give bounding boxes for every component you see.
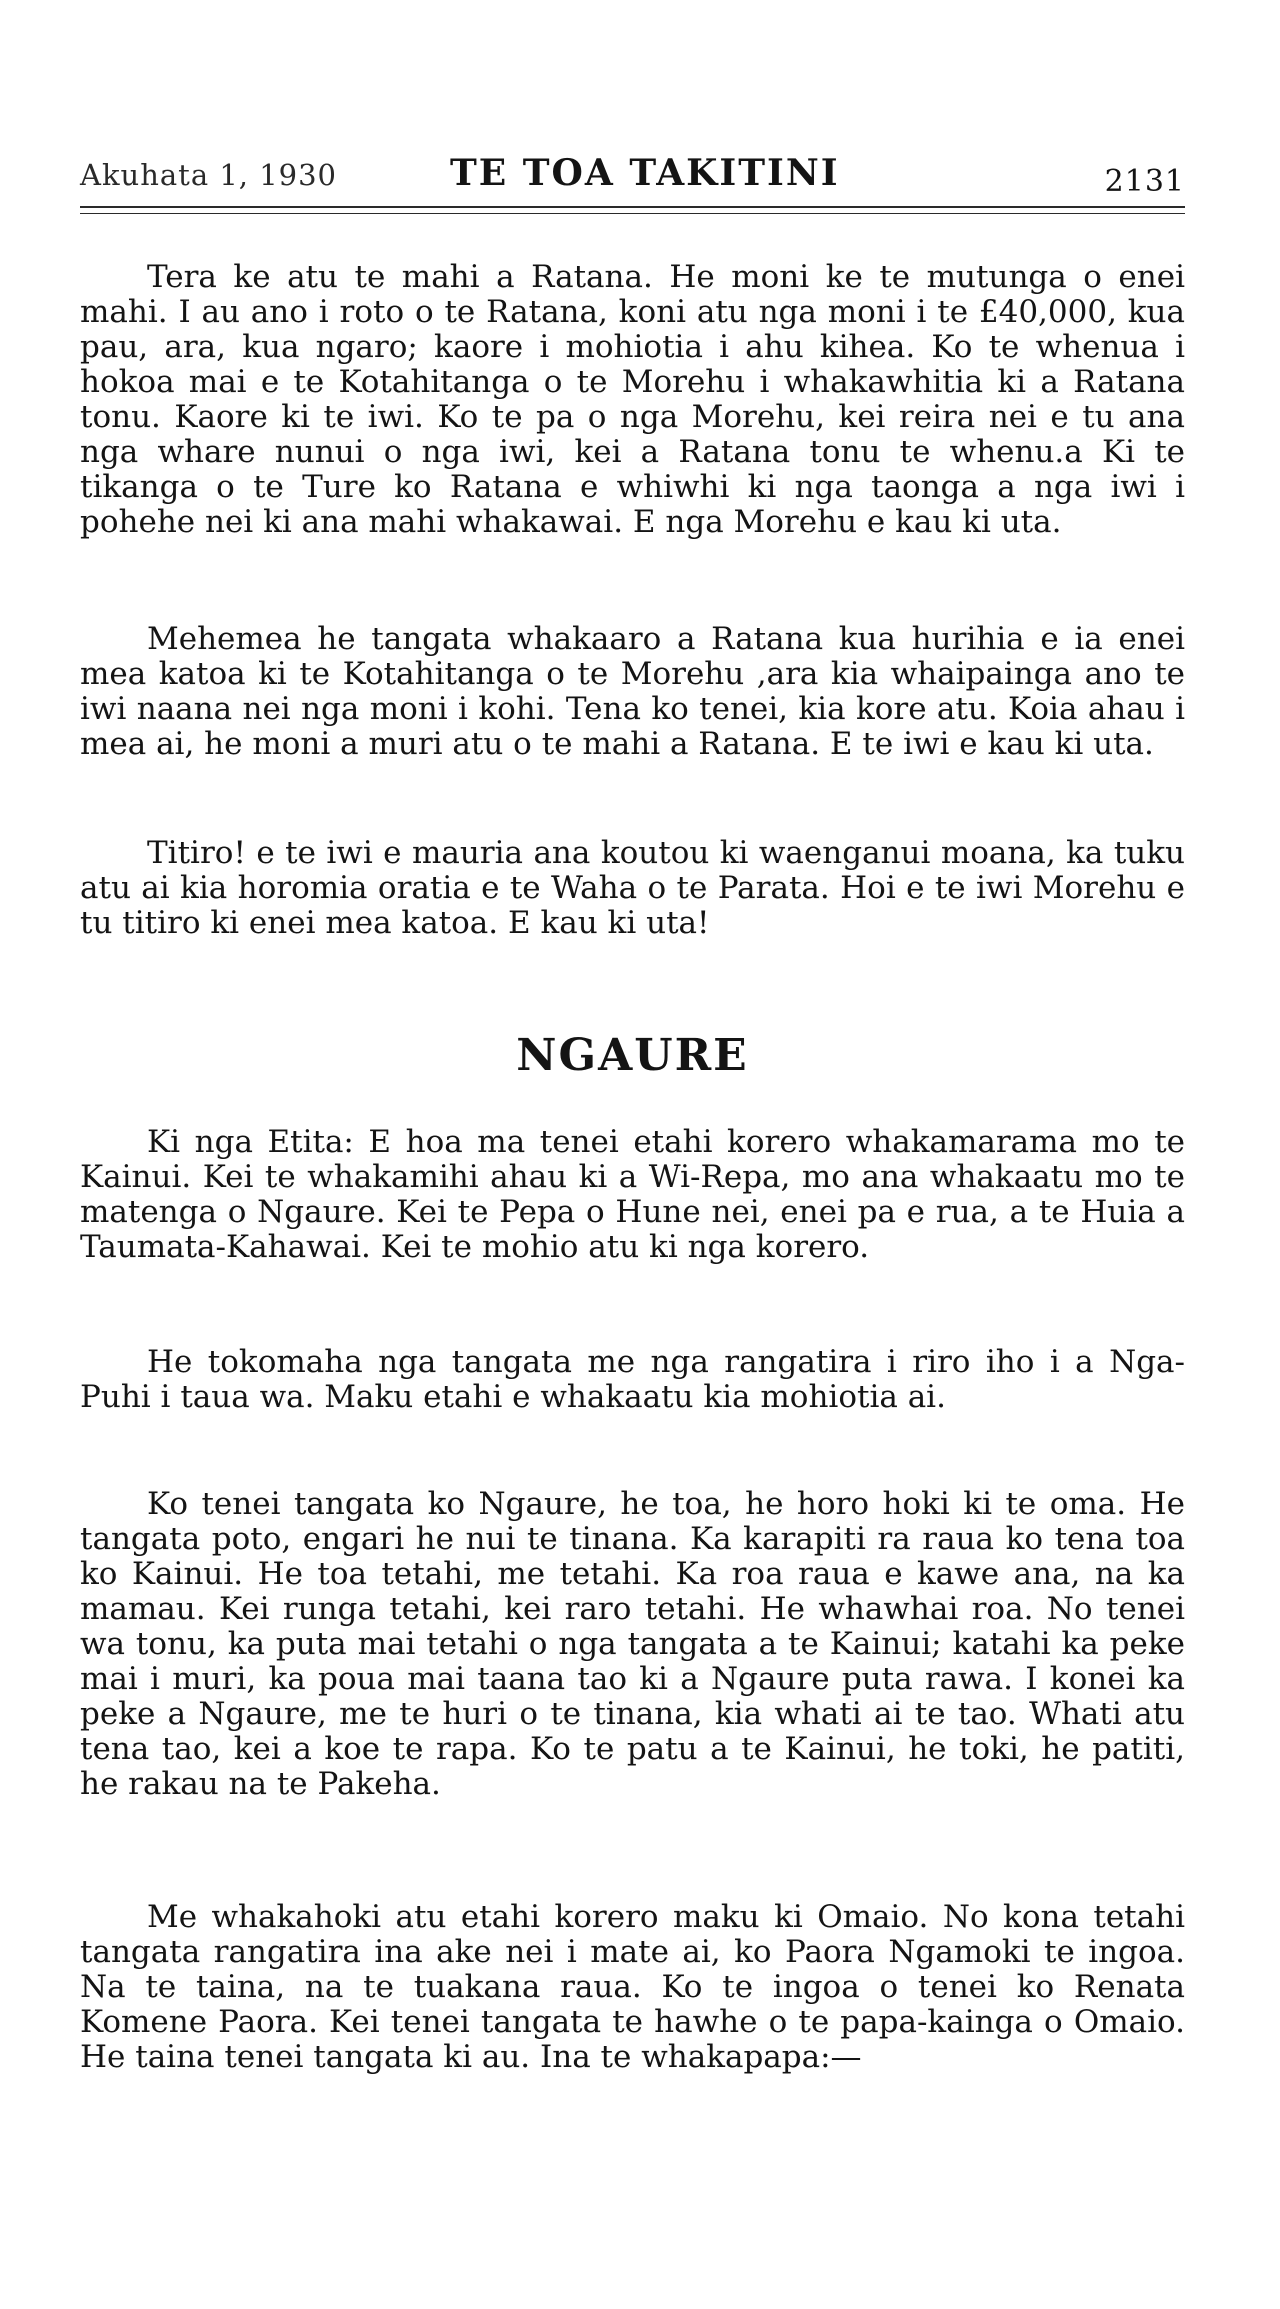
paragraph: Ko tenei tangata ko Ngaure, he toa, he horo hoki ki te oma. He tangata poto, engari he nui te tinana. Ka karapiti ra raua ko tena toa ko Kainui. He toa tetahi, me tetahi. Ka roa raua e kawe ana, na ka mamau. Kei runga tetahi, kei raro tetahi. He whawhai roa. No tenei wa tonu, ka puta mai tetahi o nga tangata a te Kainui; katahi ka peke mai i muri, ka poua mai taana tao ki a Ngaure puta rawa. I konei ka peke a Ngaure, me te huri o te tinana, kia whati ai te tao. Whati atu tena tao, kei a koe te rapa. Ko te patu a te Kainui, he toki, he patiti, he rakau na te Pakeha. <box>80 1486 1185 1802</box>
article-block <box>80 260 1185 540</box>
paragraph: Ki nga Etita: E hoa ma tenei etahi korero whakamarama mo te Kainui. Kei te whakamihi ahau ki a Wi-Repa, mo ana whakaatu mo te matenga o Ngaure. Kei te Pepa o Hune nei, enei pa e rua, a te Huia a Taumata-Kahawai. Kei te mohio atu ki nga korero. <box>80 1124 1185 1265</box>
page-number: 2131 <box>1104 164 1185 199</box>
letter-block <box>80 1900 1185 2075</box>
paragraph: He tokomaha nga tangata me nga rangatira i riro iho i a Nga-Puhi i taua wa. Maku etahi e whakaatu kia mohiotia ai. <box>80 1344 1185 1415</box>
header-rule-thin <box>80 213 1185 214</box>
header-rule-thick <box>80 206 1185 208</box>
letter-block <box>80 1487 1185 1802</box>
article-block <box>80 622 1185 762</box>
letter-block <box>80 1125 1185 1265</box>
article-block <box>80 836 1185 941</box>
paragraph: Tera ke atu te mahi a Ratana. He moni ke te mutunga o enei mahi. I au ano i roto o te Ratana, koni atu nga moni i te £40,000, kua pau, ara, kua ngaro; kaore i mohiotia i ahu kihea. Ko te whenua i hokoa mai e te Kotahitanga o te Morehu i whakawhitia ki a Ratana tonu. Kaore ki te iwi. Ko te pa o nga Morehu, kei reira nei e tu ana nga whare nunui o nga iwi, kei a Ratana tonu te whenu.a Ki te tikanga o te Ture ko Ratana e whiwhi ki nga taonga a nga iwi i pohehe nei ki ana mahi whakawai. E nga Morehu e kau ki uta. <box>80 259 1185 540</box>
section-heading: NGAURE <box>516 1030 749 1081</box>
paragraph: Titiro! e te iwi e mauria ana koutou ki waenganui moana, ka tuku atu ai kia horomia oratia e te Waha o te Parata. Hoi e te iwi Morehu e tu titiro ki enei mea katoa. E kau ki uta! <box>80 835 1185 941</box>
letter-block <box>80 1345 1185 1415</box>
running-header <box>80 150 1185 200</box>
paragraph: Me whakahoki atu etahi korero maku ki Omaio. No kona tetahi tangata rangatira ina ake nei i mate ai, ko Paora Ngamoki te ingoa. Na te taina, na te tuakana raua. Ko te ingoa o tenei ko Renata Komene Paora. Kei tenei tangata te hawhe o te papa-kainga o Omaio. He taina tenei tangata ki au. Ina te whakapapa:— <box>80 1899 1185 2075</box>
header-date: Akuhata 1, 1930 <box>80 158 338 192</box>
newspaper-title: TE TOA TAKITINI <box>450 152 840 194</box>
paragraph: Mehemea he tangata whakaaro a Ratana kua hurihia e ia enei mea katoa ki te Kotahitanga o te Morehu ,ara kia whaipainga ano te iwi naana nei nga moni i kohi. Tena ko tenei, kia kore atu. Koia ahau i mea ai, he moni a muri atu o te mahi a Ratana. E te iwi e kau ki uta. <box>80 621 1185 762</box>
